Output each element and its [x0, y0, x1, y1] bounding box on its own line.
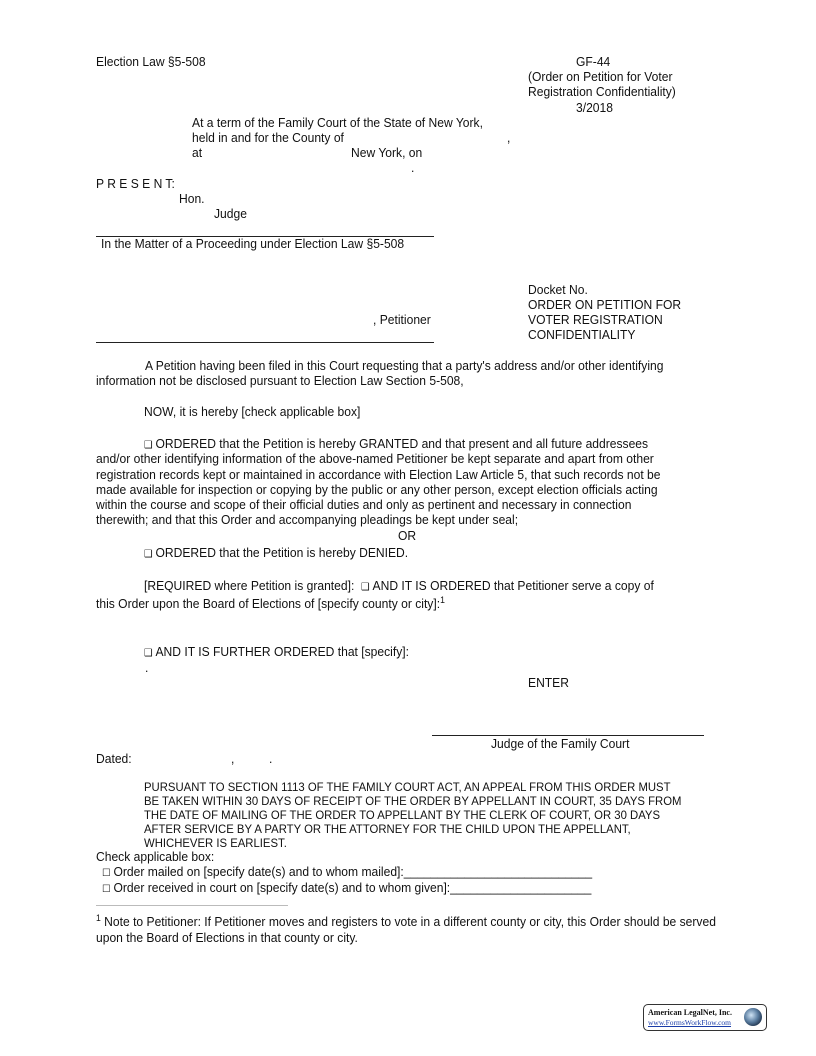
form-date: 3/2018 — [576, 101, 613, 115]
service-received-text: Order received in court on [specify date(s) and to whom given]:_____________________ — [113, 881, 592, 895]
docket-label: Docket No. — [528, 283, 588, 297]
court-new-york-on: New York, on — [351, 146, 423, 160]
appeal-notice — [144, 780, 704, 850]
footnote-reference: 1 — [440, 594, 445, 605]
intro-paragraph-line: A Petition having been filed in this Court requesting that a party's address and/or other identifying — [145, 359, 664, 373]
logo-name: American LegalNet, Inc. — [648, 1008, 732, 1017]
petitioner-label: , Petitioner — [373, 313, 431, 327]
checkbox-further-icon[interactable]: ❑ — [144, 648, 153, 659]
order-title-line: ORDER ON PETITION FOR — [528, 298, 682, 312]
denied-text: ORDERED that the Petition is hereby DENIED. — [155, 546, 409, 560]
checkbox-mailed-icon[interactable]: ☐ — [102, 868, 111, 879]
matter-title: In the Matter of a Proceeding under Election Law §5-508 — [101, 237, 405, 251]
appeal-line: AFTER SERVICE BY A PARTY OR THE ATTORNEY FOR THE CHILD UPON THE APPELLANT, — [144, 822, 631, 836]
court-county-line: held in and for the County of — [192, 131, 344, 145]
intro-paragraph-line: information not be disclosed pursuant to Election Law Section 5-508, — [96, 374, 464, 388]
granted-text-line: registration records kept or maintained in accordance with Election Law Article 5, that such records not be — [96, 468, 661, 482]
form-title-line: (Order on Petition for Voter — [528, 70, 673, 84]
dated-comma: , — [231, 752, 235, 766]
appeal-line: PURSUANT TO SECTION 1113 OF THE FAMILY COURT ACT, AN APPEAL FROM THIS ORDER MUST — [144, 780, 671, 794]
dated-period: . — [269, 752, 273, 766]
dated-label: Dated: — [96, 752, 132, 766]
checkbox-denied-icon[interactable]: ❑ — [144, 549, 153, 560]
service-mailed-text: Order mailed on [specify date(s) and to whom mailed]:____________________________ — [113, 865, 593, 879]
granted-text-line: therewith; and that this Order and accompanying pleadings be kept under seal; — [96, 513, 519, 527]
checkbox-received-icon[interactable]: ☐ — [102, 884, 111, 895]
required-text: AND IT IS ORDERED that Petitioner serve a copy of — [372, 579, 654, 593]
order-title-line: VOTER REGISTRATION — [528, 313, 663, 327]
judge-signature-label: Judge of the Family Court — [491, 737, 630, 751]
required-text-line — [96, 596, 445, 612]
court-at: at — [192, 146, 203, 160]
enter-label: ENTER — [528, 676, 569, 690]
or-separator: OR — [398, 529, 417, 543]
now-line: NOW, it is hereby [check applicable box] — [144, 405, 361, 419]
granted-text-line: within the course and scope of their official duties and only as pertinent and necessary in connection — [96, 498, 632, 512]
checkbox-granted-icon[interactable]: ❑ — [144, 440, 153, 451]
appeal-line: THE DATE OF MAILING OF THE ORDER TO APPELLANT BY THE CLERK OF COURT, OR 30 DAYS — [144, 808, 661, 822]
footnote-separator — [96, 905, 288, 906]
further-option — [144, 644, 409, 662]
appeal-line: WHICHEVER IS EARLIEST. — [144, 836, 287, 850]
required-option — [144, 578, 654, 596]
form-number: GF-44 — [576, 55, 611, 69]
american-legalnet-logo[interactable] — [643, 1004, 767, 1031]
hon-label: Hon. — [179, 192, 205, 206]
order-title-line: CONFIDENTIALITY — [528, 328, 636, 342]
footnote-line: upon the Board of Elections in that county or city. — [96, 931, 358, 945]
further-text: AND IT IS FURTHER ORDERED that [specify]: — [155, 645, 409, 659]
service-received-option — [102, 880, 591, 898]
footnote-text: Note to Petitioner: If Petitioner moves and registers to vote in a different county or city, this Order should be served — [104, 915, 716, 929]
appeal-line: BE TAKEN WITHIN 30 DAYS OF RECEIPT OF THE ORDER BY APPELLANT IN COURT, 35 DAYS FROM — [144, 794, 682, 808]
further-period: . — [145, 661, 149, 675]
court-period: . — [411, 161, 415, 175]
logo-url-link[interactable]: www.FormsWorkFlow.com — [648, 1018, 732, 1027]
granted-text-line: and/or other identifying information of the above-named Petitioner be kept separate and apart from other — [96, 452, 654, 466]
court-comma: , — [507, 131, 511, 145]
required-text-2: this Order upon the Board of Elections of [specify county or city]: — [96, 597, 441, 611]
check-applicable-label: Check applicable box: — [96, 850, 215, 864]
globe-icon — [744, 1008, 762, 1026]
form-title-line: Registration Confidentiality) — [528, 85, 676, 99]
checkbox-serve-icon[interactable]: ❑ — [361, 582, 370, 593]
court-term-line: At a term of the Family Court of the State of New York, — [192, 116, 483, 130]
granted-text-line: made available for inspection or copying by the public or any other person, except election officials acting — [96, 483, 658, 497]
present-label: P R E S E N T: — [96, 177, 175, 191]
statute-reference: Election Law §5-508 — [96, 55, 206, 69]
footnote-number: 1 — [96, 912, 101, 923]
footnote-line — [96, 914, 716, 930]
judge-label: Judge — [214, 207, 247, 221]
denied-option — [144, 545, 408, 563]
granted-text: ORDERED that the Petition is hereby GRANTED and that present and all future addressees — [155, 437, 649, 451]
required-prefix: [REQUIRED where Petition is granted]: — [144, 579, 355, 593]
caption-rule — [96, 342, 434, 343]
